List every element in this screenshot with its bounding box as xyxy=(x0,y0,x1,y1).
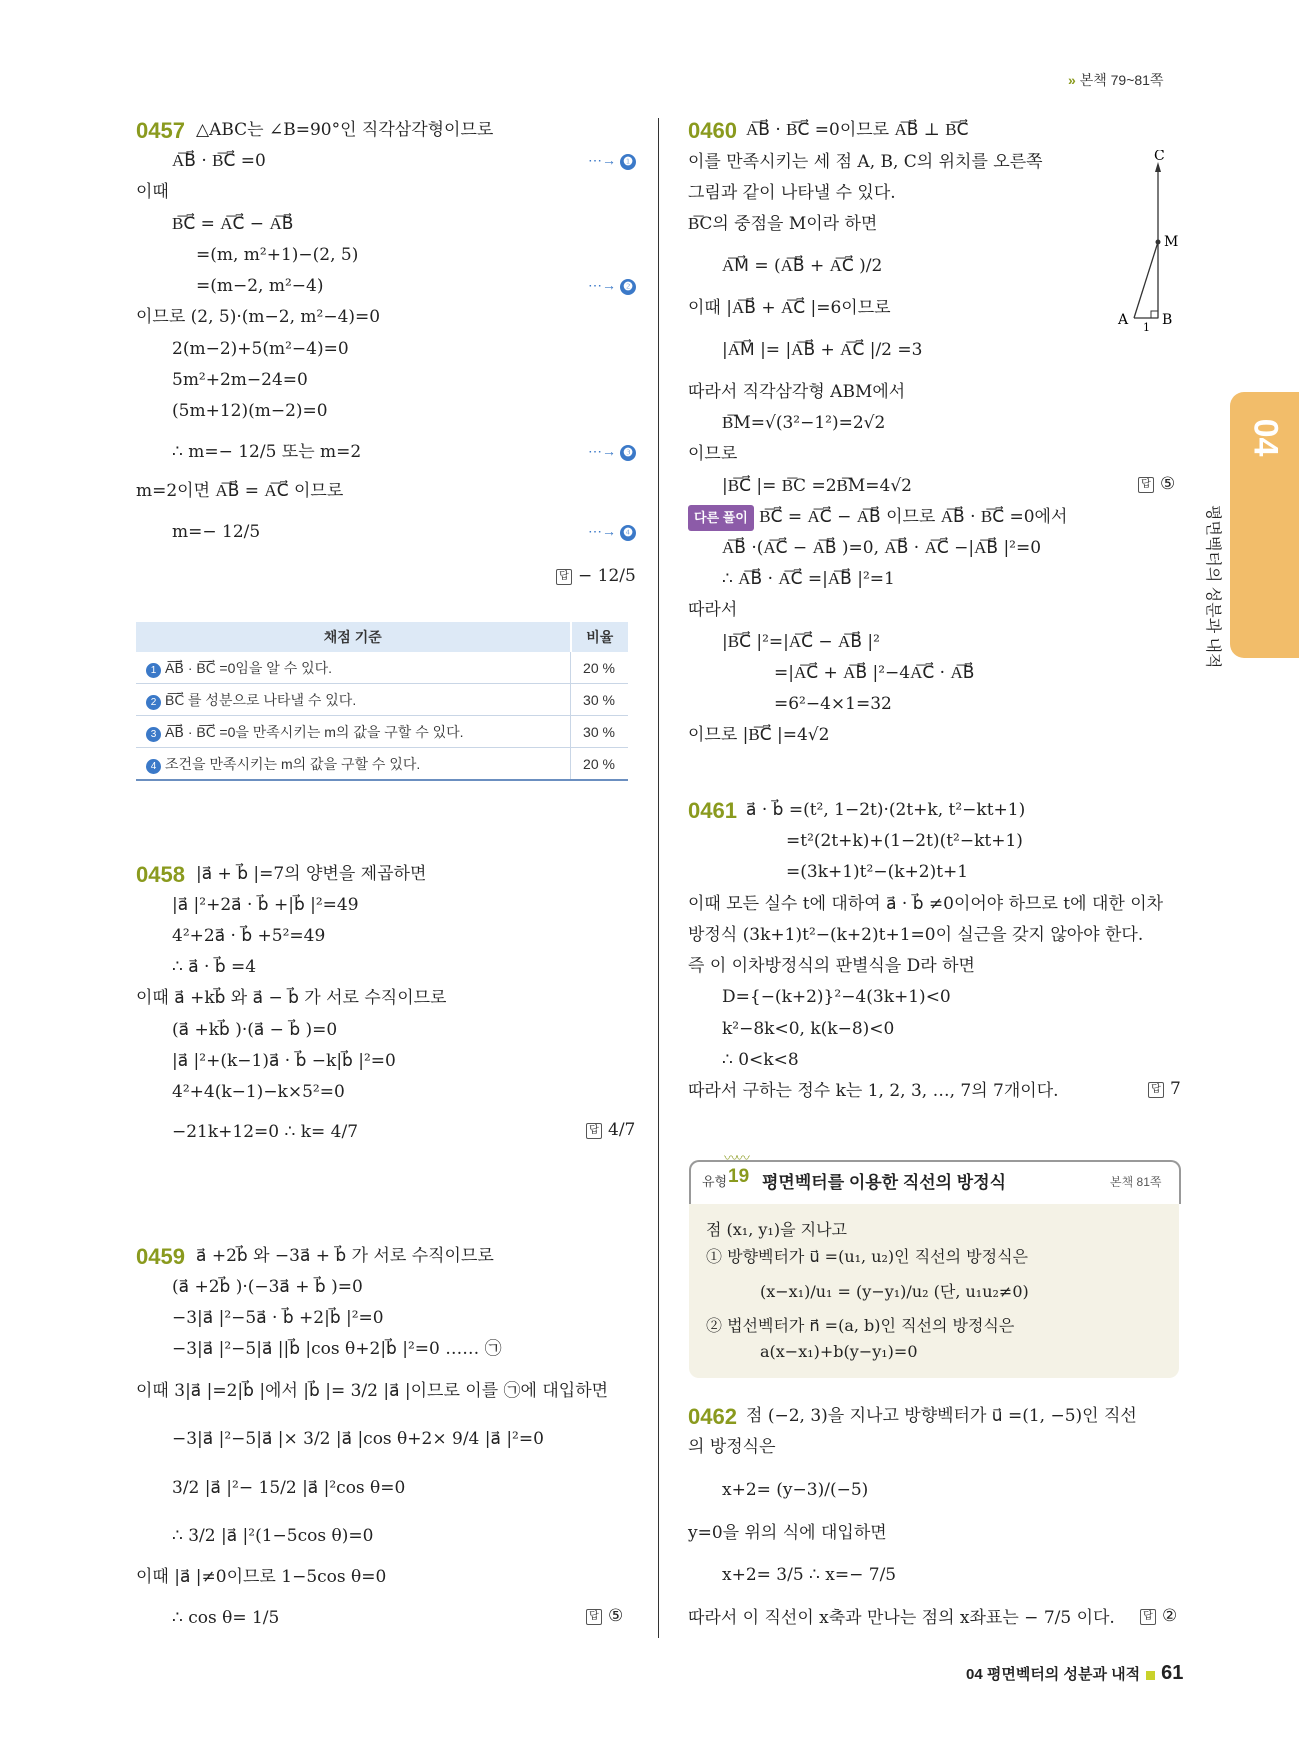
line: −3|a⃗ |²−5a⃗ · b⃗ +2|b⃗ |²=0 xyxy=(172,1308,384,1328)
line: x+2= (y−3)/(−5) xyxy=(722,1480,869,1500)
line: 이때 xyxy=(136,182,169,202)
point-b-label: B xyxy=(1162,312,1173,328)
grading-ratio: 20 % xyxy=(571,652,629,684)
problem-number: 0461 xyxy=(688,798,737,823)
line: 4²+4(k−1)−k×5²=0 xyxy=(172,1082,345,1102)
problem-number: 0458 xyxy=(136,862,185,887)
line: ② 법선벡터가 n⃗ =(a, b)인 직선의 방정식은 xyxy=(706,1316,1015,1335)
line: 방정식 (3k+1)t²−(k+2)t+1=0이 실근을 갖지 않아야 한다. xyxy=(688,925,1144,945)
line: |a⃗ |²+(k−1)a⃗ · b⃗ −k|b⃗ |²=0 xyxy=(172,1051,396,1071)
line: B͞C⃗ = A͞C⃗ − A͞B⃗ xyxy=(172,214,294,234)
grading-table xyxy=(136,622,628,781)
line: 의 방정식은 xyxy=(688,1437,776,1457)
column-divider xyxy=(658,118,659,1638)
type-number: 19 xyxy=(728,1166,750,1187)
line: =|A͞C⃗ + A͞B⃗ |²−4A͞C⃗ · A͞B⃗ xyxy=(774,663,975,683)
line: |B͞C⃗ |²=|A͞C⃗ − A͞B⃗ |² xyxy=(722,632,880,652)
problem-number: 0462 xyxy=(688,1404,737,1429)
line: 이때 a⃗ +kb⃗ 와 a⃗ − b⃗ 가 서로 수직이므로 xyxy=(136,988,447,1008)
grading-header: 채점 기준 xyxy=(136,622,571,652)
triangle-diagram xyxy=(1112,150,1192,335)
answer: 답 ⑤ xyxy=(1138,474,1175,494)
grading-row: 2 B͞C⃗ 를 성분으로 나타낼 수 있다. xyxy=(136,684,571,716)
grading-ratio: 30 % xyxy=(571,716,629,748)
line: =t²(2t+k)+(1−2t)(t²−kt+1) xyxy=(786,831,1023,851)
line: |a⃗ |²+2a⃗ · b⃗ +|b⃗ |²=49 xyxy=(172,895,359,915)
line: 따라서 구하는 정수 k는 1, 2, 3, …, 7의 7개이다. xyxy=(688,1081,1059,1101)
point-a-label: A xyxy=(1118,312,1129,328)
line: −3|a⃗ |²−5|a⃗ ||b⃗ |cos θ+2|b⃗ |²=0 …… ㉠ xyxy=(172,1339,502,1359)
answer: 답 − 12/5 xyxy=(556,566,636,586)
footer xyxy=(966,1662,1183,1685)
line: A͞B⃗ · B͞C⃗ =0이므로 A͞B⃗ ⊥ B͞C⃗ xyxy=(746,120,969,140)
line: A͞B⃗ · B͞C⃗ =0 xyxy=(172,151,266,171)
grading-header: 비율 xyxy=(571,622,629,652)
point-c-label: C xyxy=(1154,150,1165,164)
line: |A͞M⃗ |= |A͞B⃗ + A͞C⃗ |/2 =3 xyxy=(722,340,923,360)
step-marker: ⋯→ ❷ xyxy=(588,277,636,295)
line: 점 (x₁, y₁)을 지나고 xyxy=(706,1220,847,1239)
line: x+2= 3/5 ∴ x=− 7/5 xyxy=(722,1565,897,1585)
line: A͞M⃗ = (A͞B⃗ + A͞C⃗ )/2 xyxy=(722,256,883,276)
line: 즉 이 이차방정식의 판별식을 D라 하면 xyxy=(688,956,975,976)
length-label: 1 xyxy=(1143,321,1150,334)
chapter-tab-title: 평면벡터의 성분과 내적 xyxy=(1204,505,1221,669)
type-title: 평면벡터를 이용한 직선의 방정식 xyxy=(762,1173,1007,1192)
line: =(m−2, m²−4) xyxy=(196,276,324,296)
line: 5m²+2m−24=0 xyxy=(172,370,308,390)
line: |a⃗ + b⃗ |=7의 양변을 제곱하면 xyxy=(196,864,427,884)
answer-icon: 답 xyxy=(556,569,572,585)
answer-icon: 답 xyxy=(1138,477,1154,493)
line: ∴ 0<k<8 xyxy=(722,1050,799,1070)
line: 이때 3|a⃗ |=2|b⃗ |에서 |b⃗ |= 3/2 |a⃗ |이므로 이를 ㉠에 대입하면 xyxy=(136,1381,609,1401)
alt-solution-badge: 다른 풀이 xyxy=(688,505,754,531)
line: ∴ 3/2 |a⃗ |²(1−5cos θ)=0 xyxy=(172,1526,374,1546)
page-number: 61 xyxy=(1161,1662,1184,1684)
line: 이므로 xyxy=(688,444,738,464)
line: 이를 만족시키는 세 점 A, B, C의 위치를 오른쪽 xyxy=(688,152,1043,172)
line: ∴ m=− 12/5 또는 m=2 xyxy=(172,442,362,462)
answer-icon: 답 xyxy=(586,1123,602,1139)
point-m-label: M xyxy=(1164,234,1179,250)
line: 이때 |a⃗ |≠0이므로 1−5cos θ=0 xyxy=(136,1567,387,1587)
line: △ABC는 ∠B=90°인 직각삼각형이므로 xyxy=(196,120,494,140)
line: 3/2 |a⃗ |²− 15/2 |a⃗ |²cos θ=0 xyxy=(172,1478,406,1498)
line: a(x−x₁)+b(y−y₁)=0 xyxy=(760,1342,918,1361)
answer: 답 ⑤ xyxy=(586,1606,623,1626)
chapter-tab-number: 04 xyxy=(1246,418,1285,457)
line: m=2이면 A͞B⃗ = A͞C⃗ 이므로 xyxy=(136,481,344,501)
line: |B͞C⃗ |= B͞C =2B͞M=4√2 xyxy=(722,476,912,496)
step-marker: ⋯→ ❸ xyxy=(588,443,636,461)
answer-icon: 답 xyxy=(586,1609,602,1625)
problem-number: 0459 xyxy=(136,1244,185,1269)
answer: 답 ② xyxy=(1140,1606,1177,1626)
answer: 답 4/7 xyxy=(586,1120,635,1140)
line: 따라서 이 직선이 x축과 만나는 점의 x좌표는 − 7/5 이다. xyxy=(688,1608,1115,1628)
line: 따라서 xyxy=(688,600,738,620)
line: 4²+2a⃗ · b⃗ +5²=49 xyxy=(172,926,326,946)
answer: 답 7 xyxy=(1148,1079,1181,1099)
line: A͞B⃗ ·(A͞C⃗ − A͞B⃗ )=0, A͞B⃗ · A͞C⃗ −|A͞B⃗ |²=0 xyxy=(722,538,1042,558)
line: (5m+12)(m−2)=0 xyxy=(172,401,328,421)
line: k²−8k<0, k(k−8)<0 xyxy=(722,1019,895,1039)
double-chevron-icon: » xyxy=(1068,72,1076,88)
line: a⃗ +2b⃗ 와 −3a⃗ + b⃗ 가 서로 수직이므로 xyxy=(196,1246,494,1266)
line: 이때 모든 실수 t에 대하여 a⃗ · b⃗ ≠0이어야 하므로 t에 대한 이차 xyxy=(688,894,1164,914)
line: y=0을 위의 식에 대입하면 xyxy=(688,1523,887,1543)
line: 이때 |A͞B⃗ + A͞C⃗ |=6이므로 xyxy=(688,298,891,318)
line: −21k+12=0 ∴ k= 4/7 xyxy=(172,1122,359,1142)
line: D={−(k+2)}²−4(3k+1)<0 xyxy=(722,987,951,1007)
line: ∴ a⃗ · b⃗ =4 xyxy=(172,957,257,977)
line: B͞C의 중점을 M이라 하면 xyxy=(688,214,878,234)
line: =(3k+1)t²−(k+2)t+1 xyxy=(786,862,969,882)
grading-ratio: 30 % xyxy=(571,684,629,716)
step-marker: ⋯→ ❹ xyxy=(588,523,636,541)
problem-number: 0457 xyxy=(136,118,185,143)
answer-icon: 답 xyxy=(1148,1082,1164,1098)
line: 그림과 같이 나타낼 수 있다. xyxy=(688,183,896,203)
square-icon xyxy=(1146,1671,1155,1680)
grading-row: 3 A͞B⃗ · B͞C⃗ =0을 만족시키는 m의 값을 구할 수 있다. xyxy=(136,716,571,748)
book-reference-text: 본책 79~81쪽 xyxy=(1079,72,1164,88)
line: 이므로 (2, 5)·(m−2, m²−4)=0 xyxy=(136,307,381,327)
line: 이므로 |B͞C⃗ |=4√2 xyxy=(688,725,830,745)
line: (a⃗ +2b⃗ )·(−3a⃗ + b⃗ )=0 xyxy=(172,1277,363,1297)
line: 2(m−2)+5(m²−4)=0 xyxy=(172,339,349,359)
type-reference: 본책 81쪽 xyxy=(1110,1175,1162,1189)
line: (x−x₁)/u₁ = (y−y₁)/u₂ (단, u₁u₂≠0) xyxy=(760,1282,1029,1301)
alt-solution xyxy=(688,505,1067,531)
grading-row: 4 조건을 만족시키는 m의 값을 구할 수 있다. xyxy=(136,748,571,781)
line: ① 방향벡터가 u⃗ =(u₁, u₂)인 직선의 방정식은 xyxy=(706,1247,1028,1266)
line: 점 (−2, 3)을 지나고 방향벡터가 u⃗ =(1, −5)인 직선 xyxy=(746,1406,1137,1426)
book-reference xyxy=(1068,70,1163,90)
line: B͞M=√(3²−1²)=2√2 xyxy=(722,413,886,433)
type-label: 유형 xyxy=(702,1174,728,1189)
grading-ratio: 20 % xyxy=(571,748,629,781)
step-marker: ⋯→ ❶ xyxy=(588,152,636,170)
grading-row: 1 A͞B⃗ · B͞C⃗ =0임을 알 수 있다. xyxy=(136,652,571,684)
line: −3|a⃗ |²−5|a⃗ |× 3/2 |a⃗ |cos θ+2× 9/4 |a⃗ |²=0 xyxy=(172,1429,544,1449)
answer-icon: 답 xyxy=(1140,1609,1156,1625)
zigzag-icon: 〰〰 xyxy=(724,1151,748,1167)
problem-number: 0460 xyxy=(688,118,737,143)
line: =(m, m²+1)−(2, 5) xyxy=(196,245,359,265)
line: B͞C⃗ = A͞C⃗ − A͞B⃗ 이므로 A͞B⃗ · B͞C⃗ =0에서 xyxy=(759,507,1068,527)
line: m=− 12/5 xyxy=(172,522,261,542)
line: 따라서 직각삼각형 ABM에서 xyxy=(688,382,906,402)
line: ∴ A͞B⃗ · A͞C⃗ =|A͞B⃗ |²=1 xyxy=(722,569,895,589)
footer-chapter: 04 평면벡터의 성분과 내적 xyxy=(966,1666,1141,1683)
line: (a⃗ +kb⃗ )·(a⃗ − b⃗ )=0 xyxy=(172,1020,338,1040)
line: a⃗ · b⃗ =(t², 1−2t)·(2t+k, t²−kt+1) xyxy=(746,800,1026,820)
line: =6²−4×1=32 xyxy=(774,694,892,714)
line: ∴ cos θ= 1/5 xyxy=(172,1608,280,1628)
